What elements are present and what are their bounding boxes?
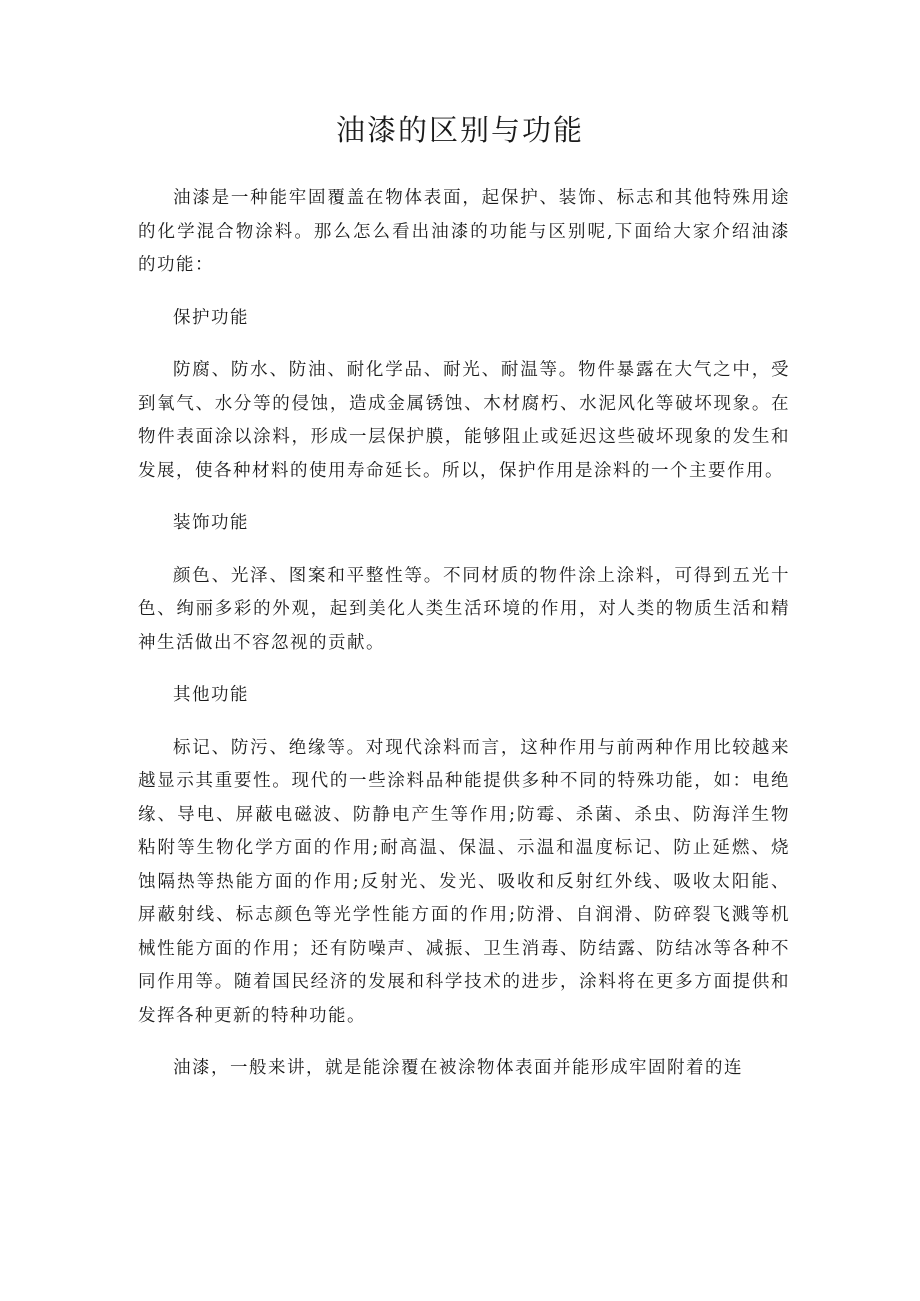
section-heading-decoration: 装饰功能 <box>173 513 249 533</box>
section-heading-protection: 保护功能 <box>173 307 249 328</box>
closing-paragraph: 油漆，一般来讲，就是能涂覆在被涂物体表面并能形成牢固附着的连 <box>173 1058 743 1078</box>
document-title: 油漆的区别与功能 <box>335 113 584 147</box>
section-heading-other: 其他功能 <box>173 685 249 705</box>
section-body-decoration: 颜色、光泽、图案和平整性等。不同材质的物件涂上涂料，可得到五光十色、绚丽多彩的外观，起到美化人类生活环境的作用，对人类的物质生活和精神生活做出不容忽视的贡献。 <box>138 565 790 653</box>
section-body-other: 标记、防污、绝缘等。对现代涂料而言，这种作用与前两种作用比较越来越显示其重要性。现代的一些涂料品种能提供多种不同的特殊功能，如：电绝缘、导电、屏蔽电磁波、防静电产生等作用;防霉、杀菌、杀虫、防海洋生物粘附等生物化学方面的作用;耐高温、保温、示温和温度标记、防止延燃、烧蚀隔热等热能方面的作用;反射光、发光、吸收和反射红外线、吸收太阳能、屏蔽射线、标志颜色等光学性能方面的作用;防滑、自润滑、防碎裂飞溅等机械性能方面的作用；还有防噪声、减振、卫生消毒、防结露、防结冰等各种不同作用等。随着国民经济的发展和科学技术的进步，涂料将在更多方面提供和发挥各种更新的特种功能。 <box>138 737 790 1026</box>
document-body <box>138 182 790 1105</box>
intro-paragraph: 油漆是一种能牢固覆盖在物体表面，起保护、装饰、标志和其他特殊用途的化学混合物涂料。那么怎么看出油漆的功能与区别呢,下面给大家介绍油漆的功能： <box>138 188 790 275</box>
section-body-protection: 防腐、防水、防油、耐化学品、耐光、耐温等。物件暴露在大气之中，受到氧气、水分等的侵蚀，造成金属锈蚀、木材腐朽、水泥风化等破坏现象。在物件表面涂以涂料，形成一层保护膜，能够阻止或延迟这些破坏现象的发生和发展，使各种材料的使用寿命延长。所以，保护作用是涂料的一个主要作用。 <box>138 360 790 481</box>
